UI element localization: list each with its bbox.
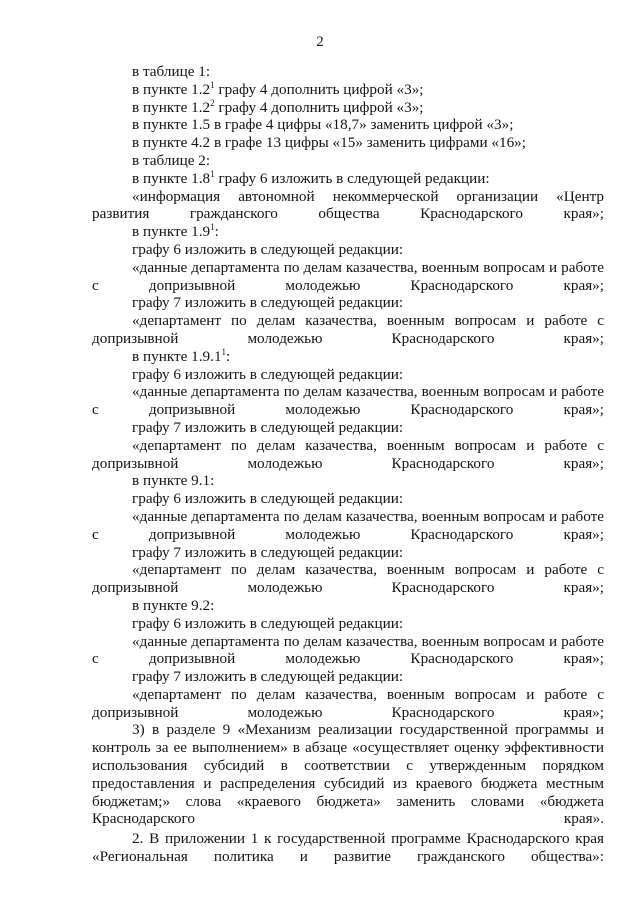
paragraph [92, 721, 604, 828]
paragraph [92, 188, 604, 224]
paragraph [92, 348, 604, 366]
paragraph-text: в пункте 1.2 [132, 98, 211, 116]
paragraph-text-continued: графу 4 дополнить цифрой «3»; [214, 98, 424, 116]
paragraph-text-continued: графу 4 дополнить цифрой «3»; [214, 80, 424, 98]
paragraph [92, 170, 604, 188]
paragraph-text: графу 7 изложить в следующей редакции: [132, 418, 404, 436]
paragraph [92, 152, 604, 170]
paragraph [92, 99, 604, 117]
paragraph-text: в таблице 1: [132, 63, 211, 80]
paragraph [92, 597, 604, 615]
paragraph-text-continued: : [214, 223, 219, 241]
paragraph-text: «информация автономной некоммерческой организации «Центр развития гражданского общества Краснодарского края»; [92, 187, 604, 223]
paragraph-text: «данные департамента по делам казачества, военным вопросам и работе с допризывной молодежью Краснодарского края»; [92, 632, 604, 668]
paragraph-text: 2. В приложении 1 к государственной программе Краснодарского края «Региональная политика и развитие гражданского общества»: [92, 830, 604, 866]
paragraph [92, 686, 604, 722]
paragraph [92, 508, 604, 544]
paragraph-text: графу 7 изложить в следующей редакции: [132, 668, 404, 686]
paragraph-text: в пункте 1.9 [132, 223, 211, 241]
paragraph-text: «департамент по делам казачества, военным вопросам и работе с допризывной молодежью Краснодарского края»; [92, 685, 604, 721]
paragraph-text: в пункте 1.5 в графе 4 цифры «18,7» заменить цифрой «3»; [132, 116, 514, 134]
paragraph [92, 366, 604, 384]
superscript: 1 [210, 222, 215, 233]
superscript: 2 [210, 97, 215, 108]
paragraph-text: графу 7 изложить в следующей редакции: [132, 543, 404, 561]
paragraph [92, 116, 604, 134]
paragraph [92, 830, 604, 866]
paragraph [92, 294, 604, 312]
paragraph-text: «данные департамента по делам казачества, военным вопросам и работе с допризывной молодежью Краснодарского края»; [92, 383, 604, 419]
paragraph [92, 241, 604, 259]
paragraph [92, 668, 604, 686]
paragraph [92, 223, 604, 241]
paragraph [92, 81, 604, 99]
paragraph [92, 312, 604, 348]
paragraph [92, 419, 604, 437]
paragraph-text-continued: графу 6 изложить в следующей редакции: [214, 169, 490, 187]
paragraph-text: в пункте 1.8 [132, 169, 211, 187]
paragraph-text: графу 7 изложить в следующей редакции: [132, 294, 404, 312]
paragraph [92, 437, 604, 473]
paragraph [92, 633, 604, 669]
document-body [92, 63, 604, 866]
page-number: 2 [316, 34, 324, 50]
paragraph-text: «департамент по делам казачества, военным вопросам и работе с допризывной молодежью Краснодарского края»; [92, 436, 604, 472]
paragraph-text: в пункте 9.1: [132, 472, 215, 490]
paragraph-text: графу 6 изложить в следующей редакции: [132, 490, 404, 508]
paragraph [92, 561, 604, 597]
paragraph-text: в пункте 9.2: [132, 596, 215, 614]
paragraph [92, 134, 604, 152]
paragraph-text: графу 6 изложить в следующей редакции: [132, 614, 404, 632]
superscript: 1 [221, 346, 227, 357]
paragraph-text: «данные департамента по делам казачества, военным вопросам и работе с допризывной молодежью Краснодарского края»; [92, 507, 604, 543]
paragraph-text: графу 6 изложить в следующей редакции: [132, 365, 404, 383]
paragraph [92, 490, 604, 508]
paragraph-text: в пункте 4.2 в графе 13 цифры «15» заменить цифрами «16»; [132, 134, 526, 152]
paragraph-text: «данные департамента по делам казачества, военным вопросам и работе с допризывной молодежью Краснодарского края»; [92, 258, 604, 294]
paragraph [92, 544, 604, 562]
paragraph [92, 63, 604, 81]
paragraph [92, 615, 604, 633]
paragraph-text: «департамент по делам казачества, военным вопросам и работе с допризывной молодежью Краснодарского края»; [92, 312, 604, 347]
paragraph [92, 472, 604, 490]
paragraph [92, 383, 604, 419]
paragraph-text: графу 6 изложить в следующей редакции: [132, 240, 404, 258]
superscript: 1 [210, 168, 215, 179]
paragraph-text: «департамент по делам казачества, военным вопросам и работе с допризывной молодежью Краснодарского края»; [92, 561, 604, 597]
paragraph-text-continued: : [226, 347, 231, 365]
superscript: 1 [210, 79, 215, 90]
paragraph-text: в пункте 1.2 [132, 80, 211, 98]
paragraph-text: в пункте 1.9.1 [132, 347, 222, 365]
paragraph-text: в таблице 2: [132, 151, 211, 169]
paragraph-text: 3) в разделе 9 «Механизм реализации государственной программы и контроль за ее выполнением» в абзаце «осуществляет оценку эффективности использования субсидий в соответствии с утвержденным порядком предоставления и распределения субсидий из краевого бюджета местным бюджетам;» слова «краевого бюджета» заменить словами «бюджета Краснодарского края». [92, 721, 604, 828]
paragraph [92, 259, 604, 295]
